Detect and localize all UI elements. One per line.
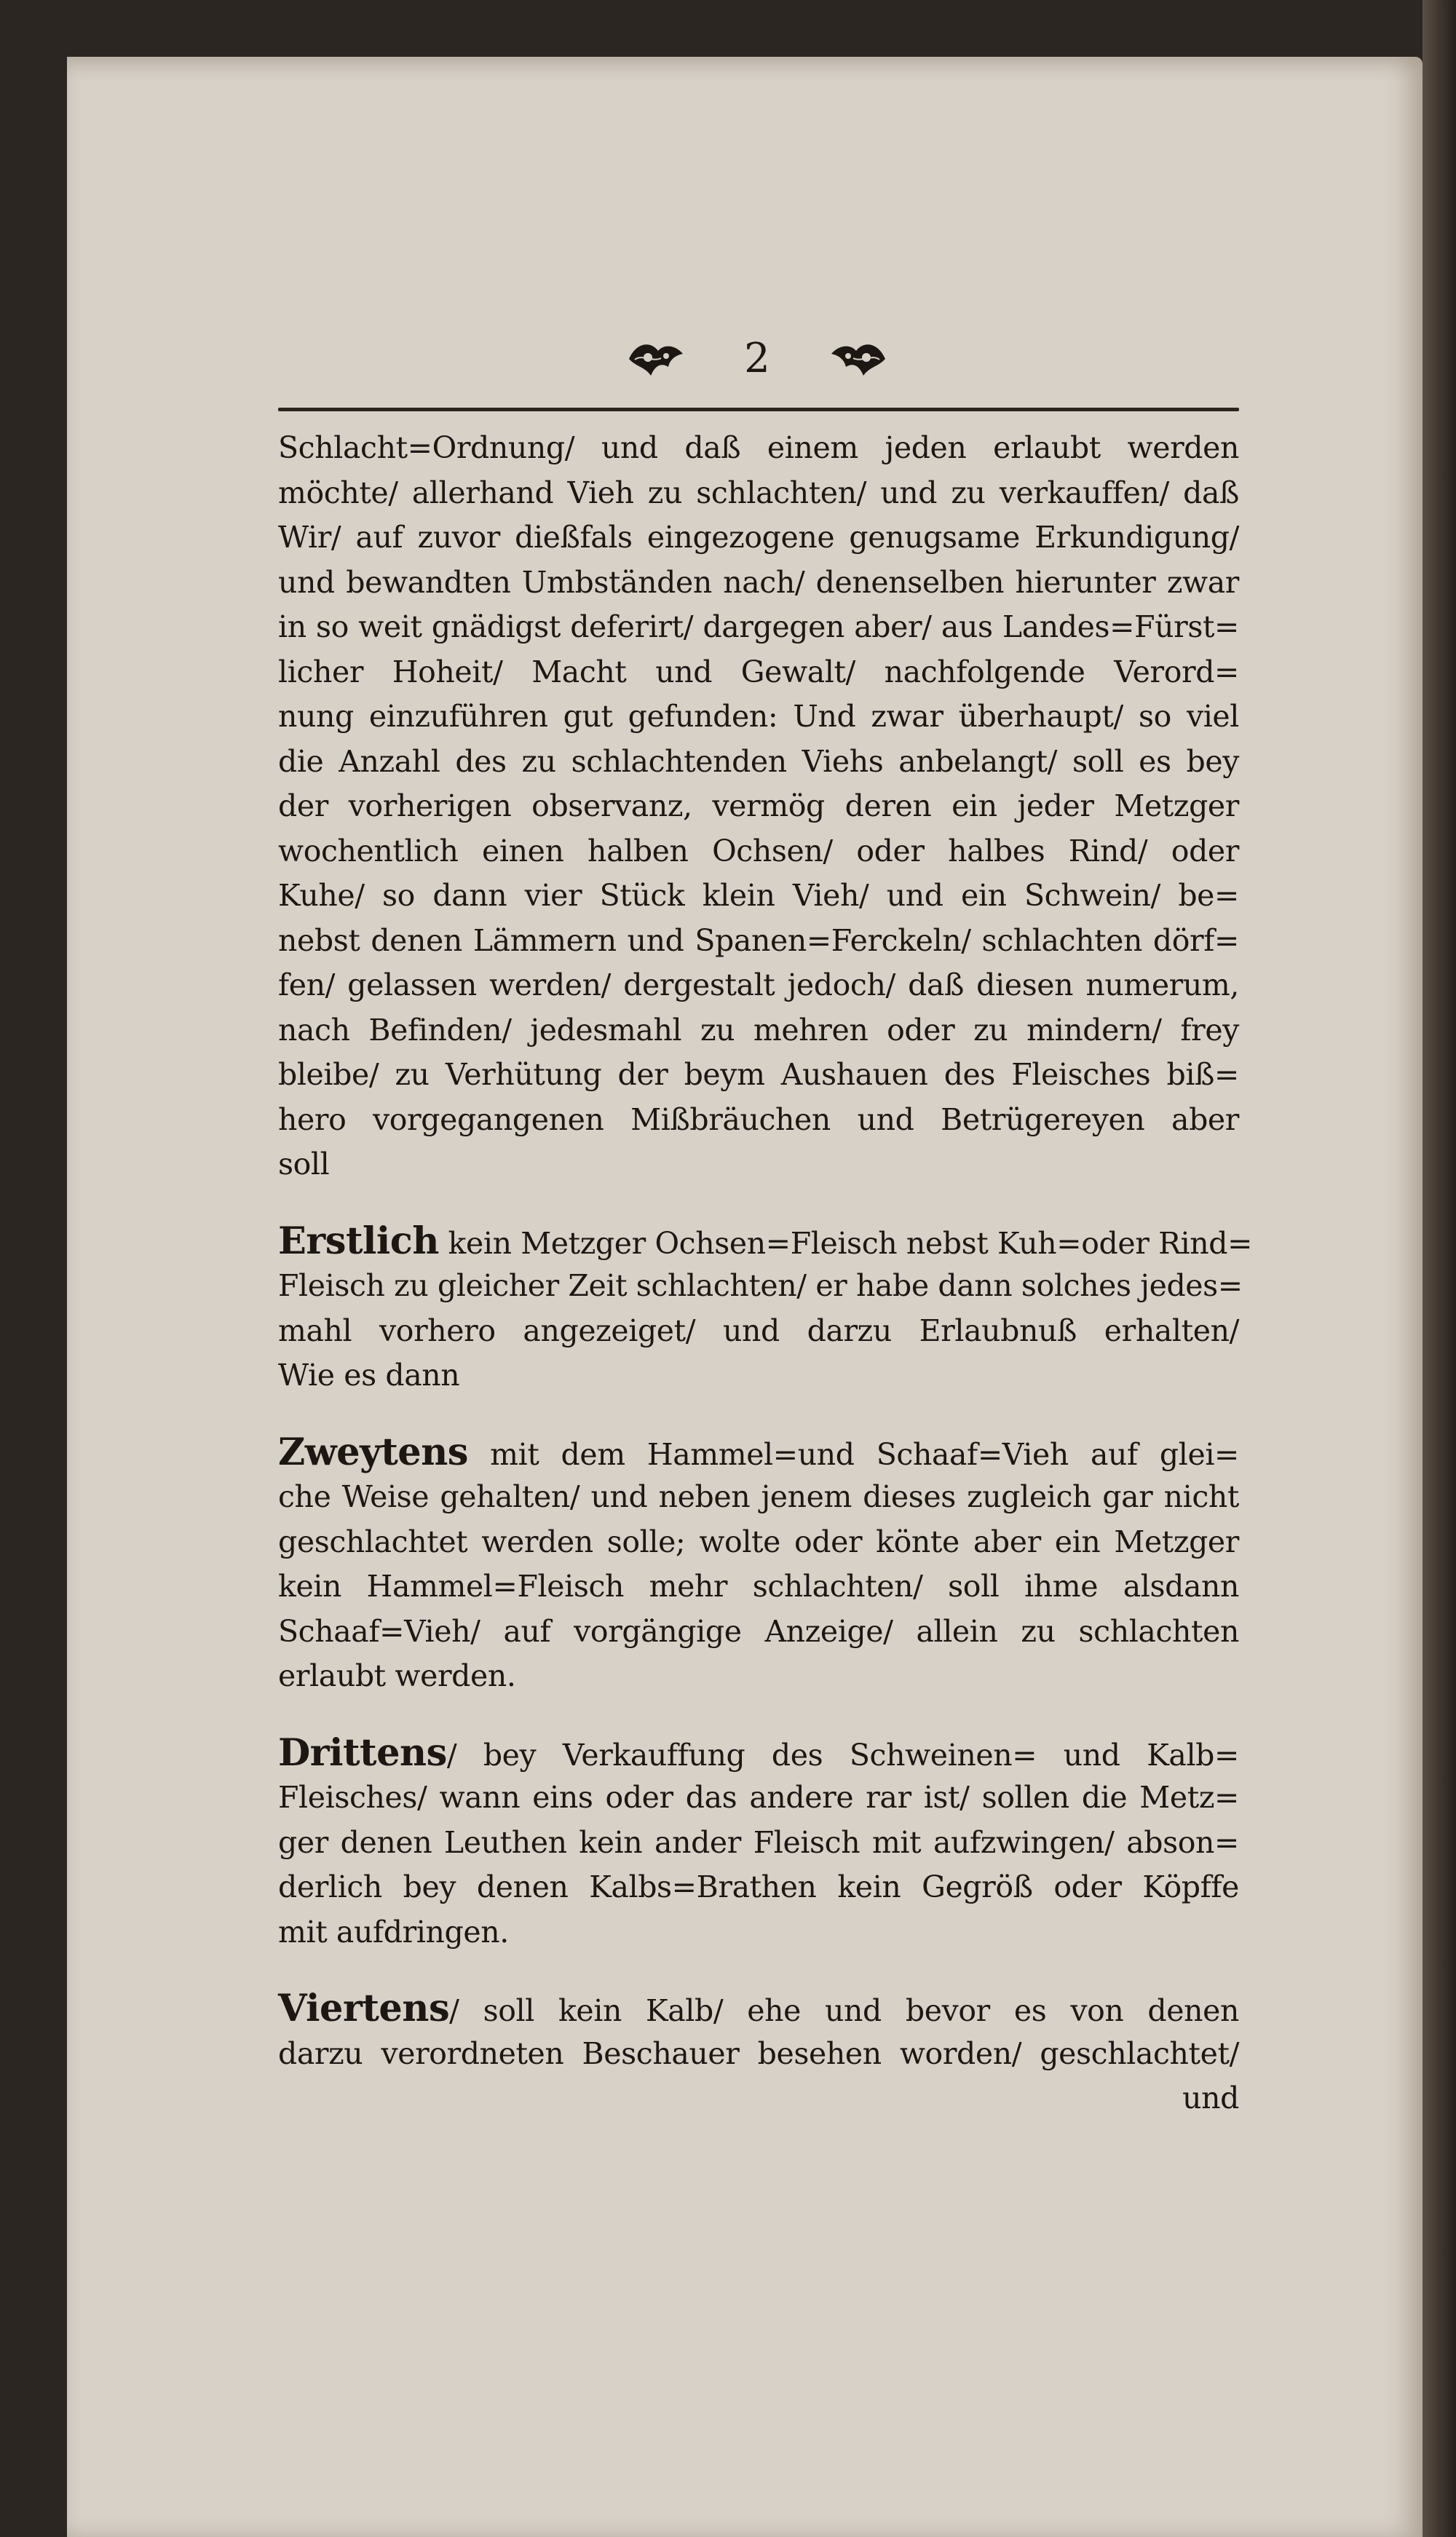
text-line: hero vorgegangenen Mißbräuchen und Betrügereyen aber	[278, 1101, 1239, 1137]
header-rule	[278, 408, 1239, 411]
text-line: darzu verordneten Beschauer besehen worden/ geschlachtet/	[278, 2035, 1239, 2071]
floral-ornament-right-icon	[828, 338, 888, 380]
text-line: kein Hammel=Fleisch mehr schlachten/ soll ihme alsdann	[278, 1569, 1239, 1604]
text-line: che Weise gehalten/ und neben jenem dieses zugleich gar nicht	[278, 1479, 1239, 1514]
catchword: und	[1182, 2081, 1239, 2116]
paragraph-lead: Erstlich	[278, 1219, 439, 1263]
text-line: Wie es dann	[278, 1358, 460, 1393]
text-line: soll	[278, 1147, 330, 1182]
text-line: Wir/ auf zuvor dießfals eingezogene genugsame Erkundigung/	[278, 520, 1239, 555]
viertens-paragraph	[278, 1987, 1239, 2121]
text-line: Schlacht=Ordnung/ und daß einem jeden erlaubt werden	[278, 430, 1239, 465]
text-line: geschlachtet werden solle; wolte oder könte aber ein Metzger	[278, 1524, 1239, 1559]
text-line: Fleisch zu gleicher Zeit schlachten/ er habe dann solches jedes=	[278, 1268, 1243, 1303]
text-line: / bey Verkauffung des Schweinen= und Kalb=	[446, 1737, 1239, 1773]
text-line: mit dem Hammel=und Schaaf=Vieh auf glei=	[490, 1436, 1239, 1472]
text-line: erlaubt werden.	[278, 1658, 516, 1693]
text-line: Schaaf=Vieh/ auf vorgängige Anzeige/ allein zu schlachten	[278, 1613, 1239, 1649]
text-line: in so weit gnädigst deferirt/ dargegen aber/ aus Landes=Fürst=	[278, 609, 1239, 644]
text-line: und bewandten Umbständen nach/ denenselben hierunter zwar	[278, 564, 1239, 600]
body-text	[278, 426, 1253, 2121]
text-line: derlich bey denen Kalbs=Brathen kein Gegröß oder Köpffe	[278, 1869, 1239, 1904]
text-line: nebst denen Lämmern und Spanen=Ferckeln/ schlachten dörf=	[278, 922, 1239, 958]
text-line: wochentlich einen halben Ochsen/ oder halbes Rind/ oder	[278, 833, 1239, 868]
text-line: der vorherigen observanz, vermög deren ein jeder Metzger	[278, 788, 1239, 823]
drittens-paragraph	[278, 1731, 1239, 1955]
floral-ornament-left-icon	[626, 338, 686, 380]
text-line: / soll kein Kalb/ ehe und bevor es von denen	[449, 1993, 1239, 2028]
intro-paragraph	[278, 426, 1239, 1187]
erstlich-paragraph	[278, 1219, 1253, 1398]
text-line: nung einzuführen gut gefunden: Und zwar überhaupt/ so viel	[278, 699, 1239, 734]
text-line: nach Befinden/ jedesmahl zu mehren oder zu mindern/ frey	[278, 1012, 1239, 1048]
text-line: bleibe/ zu Verhütung der beym Aushauen des Fleisches biß=	[278, 1057, 1239, 1092]
text-line: ger denen Leuthen kein ander Fleisch mit aufzwingen/ abson=	[278, 1824, 1239, 1860]
text-line: möchte/ allerhand Vieh zu schlachten/ und zu verkauffen/ daß	[278, 475, 1239, 510]
text-line: fen/ gelassen werden/ dergestalt jedoch/ daß diesen numerum,	[278, 967, 1239, 1002]
text-line: Kuhe/ so dann vier Stück klein Vieh/ und ein Schwein/ be=	[278, 878, 1239, 913]
paragraph-lead: Viertens	[278, 1987, 450, 2030]
text-line: die Anzahl des zu schlachtenden Viehs anbelangt/ soll es bey	[278, 743, 1239, 779]
text-line: mit aufdringen.	[278, 1914, 509, 1950]
zweytens-paragraph	[278, 1430, 1239, 1699]
text-line: licher Hoheit/ Macht und Gewalt/ nachfolgende Verord=	[278, 654, 1239, 689]
text-line: mahl vorhero angezeiget/ und darzu Erlaubnuß erhalten/	[278, 1313, 1239, 1348]
text-line: Fleisches/ wann eins oder das andere rar ist/ sollen die Metz=	[278, 1780, 1239, 1815]
page-number: 2	[744, 335, 770, 382]
paragraph-lead: Zweytens	[278, 1430, 469, 1474]
page-edge	[1423, 0, 1456, 2537]
page-header	[626, 326, 888, 392]
paragraph-lead: Drittens	[278, 1730, 447, 1775]
text-line: kein Metzger Ochsen=Fleisch nebst Kuh=oder Rind=	[448, 1225, 1253, 1261]
